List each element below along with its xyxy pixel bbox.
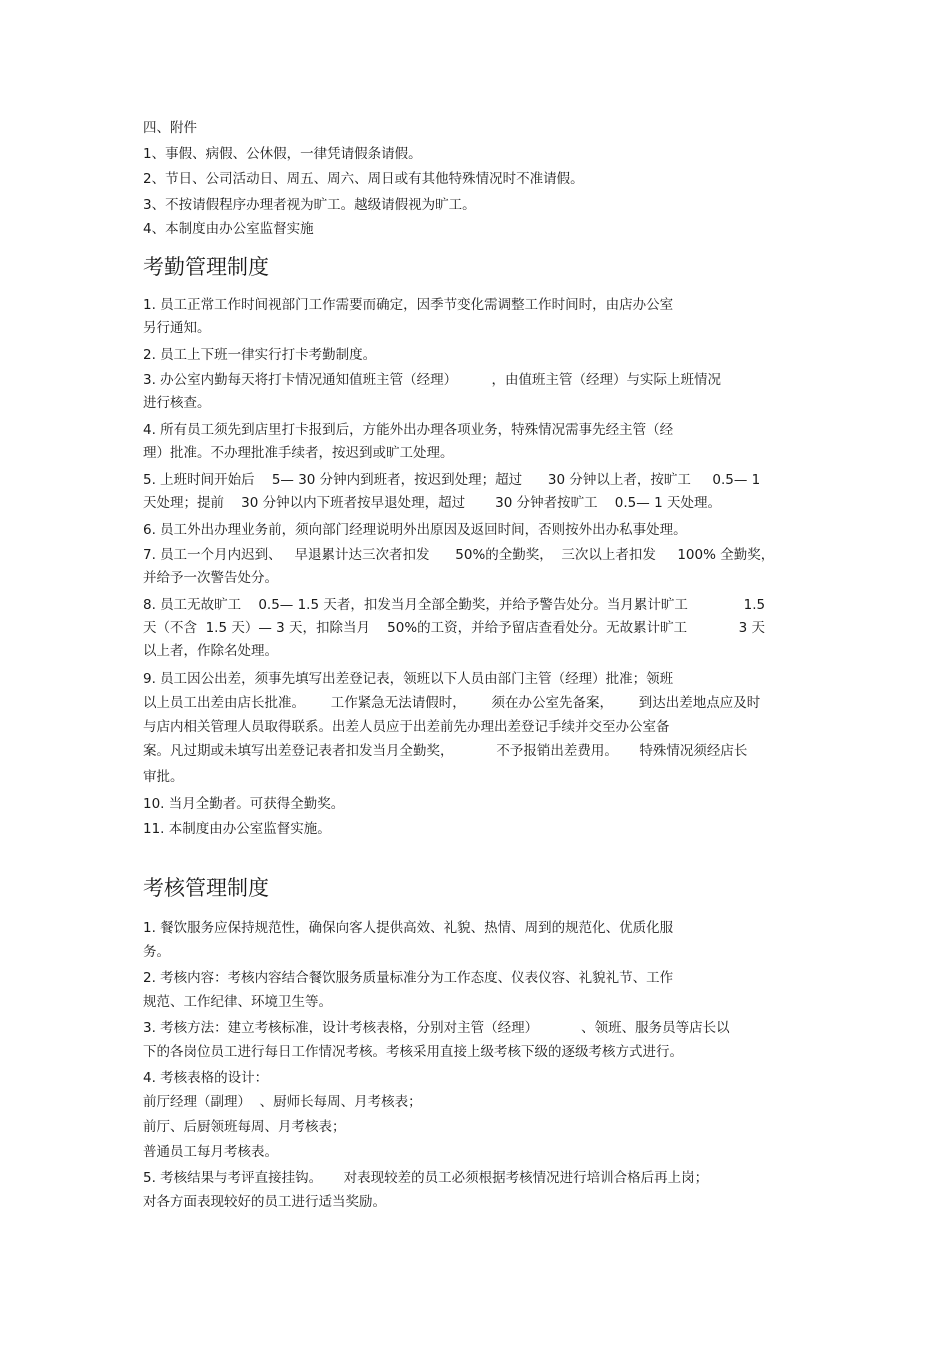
assessment-line: 务。 (143, 944, 170, 960)
attendance-line: 8. 员工无故旷工 0.5— 1.5 天者，扣发当月全部全勤奖，并给予警告处分。当月累计旷工 1.5 (143, 597, 766, 613)
attendance-line: 审批。 (143, 769, 184, 785)
attendance-line: 案。凡过期或未填写出差登记表者扣发当月全勤奖， 不予报销出差费用。 特殊情况须经店长 (143, 743, 748, 759)
attendance-line: 天处理；提前 30 分钟以内下班者按早退处理，超过 30 分钟者按旷工 0.5— 1 天处理。 (143, 495, 721, 511)
assessment-line: 前厅经理（副理） 、厨师长每周、月考核表； (143, 1094, 422, 1110)
assessment-line: 1. 餐饮服务应保持规范性，确保向客人提供高效、礼貌、热情、周到的规范化、优质化服 (143, 920, 674, 936)
attendance-line: 天（不含 1.5 天）— 3 天，扣除当月 50%的工资，并给予留店查看处分。无故累计旷工 3 天 (143, 620, 766, 636)
assessment-line: 2. 考核内容：考核内容结合餐饮服务质量标准分为工作态度、仪表仪容、礼貌礼节、工作 (143, 970, 674, 986)
attendance-line: 7. 员工一个月内迟到、 早退累计达三次者扣发 50%的全勤奖， 三次以上者扣发 100% 全勤奖， (143, 547, 775, 563)
attachment-item: 2、节日、公司活动日、周五、周六、周日或有其他特殊情况时不准请假。 (143, 171, 584, 187)
assessment-line: 4. 考核表格的设计： (143, 1070, 269, 1086)
attendance-line: 1. 员工正常工作时间视部门工作需要而确定，因季节变化需调整工作时间时，由店办公室 (143, 297, 674, 313)
attendance-title: 考勤管理制度 (143, 255, 269, 279)
assessment-line: 前厅、后厨领班每周、月考核表； (143, 1119, 346, 1135)
assessment-line: 3. 考核方法：建立考核标准，设计考核表格，分别对主管（经理） 、领班、服务员等店长以 (143, 1020, 730, 1036)
attendance-line: 11. 本制度由办公室监督实施。 (143, 821, 331, 837)
attendance-line: 以上者，作除名处理。 (143, 643, 278, 659)
assessment-line: 下的各岗位员工进行每日工作情况考核。考核采用直接上级考核下级的逐级考核方式进行。 (143, 1044, 683, 1060)
attendance-line: 进行核查。 (143, 395, 211, 411)
assessment-title: 考核管理制度 (143, 876, 269, 900)
attendance-line: 以上员工出差由店长批准。 工作紧急无法请假时， 须在办公室先备案， 到达出差地点应及时 (143, 695, 761, 711)
attendance-line: 与店内相关管理人员取得联系。出差人员应于出差前先办理出差登记手续并交至办公室备 (143, 719, 670, 735)
attachment-item: 1、事假、病假、公休假，一律凭请假条请假。 (143, 146, 422, 162)
assessment-line: 5. 考核结果与考评直接挂钩。 对表现较差的员工必须根据考核情况进行培训合格后再上岗； (143, 1170, 709, 1186)
attendance-line: 另行通知。 (143, 320, 211, 336)
assessment-line: 规范、工作纪律、环境卫生等。 (143, 994, 332, 1010)
attendance-line: 4. 所有员工须先到店里打卡报到后，方能外出办理各项业务，特殊情况需事先经主管（经 (143, 422, 674, 438)
attendance-line: 2. 员工上下班一律实行打卡考勤制度。 (143, 347, 377, 363)
attendance-line: 9. 员工因公出差，须事先填写出差登记表，领班以下人员由部门主管（经理）批准；领班 (143, 671, 674, 687)
attendance-line: 并给予一次警告处分。 (143, 570, 278, 586)
attendance-line: 5. 上班时间开始后 5— 30 分钟内到班者，按迟到处理；超过 30 分钟以上者，按旷工 0.5— 1 (143, 472, 761, 488)
attachment-item: 4、本制度由办公室监督实施 (143, 221, 314, 237)
attendance-line: 10. 当月全勤者。可获得全勤奖。 (143, 796, 345, 812)
assessment-line: 普通员工每月考核表。 (143, 1144, 278, 1160)
assessment-line: 对各方面表现较好的员工进行适当奖励。 (143, 1194, 386, 1210)
attendance-line: 理）批准。不办理批准手续者，按迟到或旷工处理。 (143, 445, 454, 461)
attendance-line: 6. 员工外出办理业务前，须向部门经理说明外出原因及返回时间，否则按外出办私事处理。 (143, 522, 687, 538)
attachment-item: 3、不按请假程序办理者视为旷工。越级请假视为旷工。 (143, 197, 476, 213)
attachment-heading: 四、附件 (143, 120, 197, 136)
attendance-line: 3. 办公室内勤每天将打卡情况通知值班主管（经理） ，由值班主管（经理）与实际上班情况 (143, 372, 722, 388)
